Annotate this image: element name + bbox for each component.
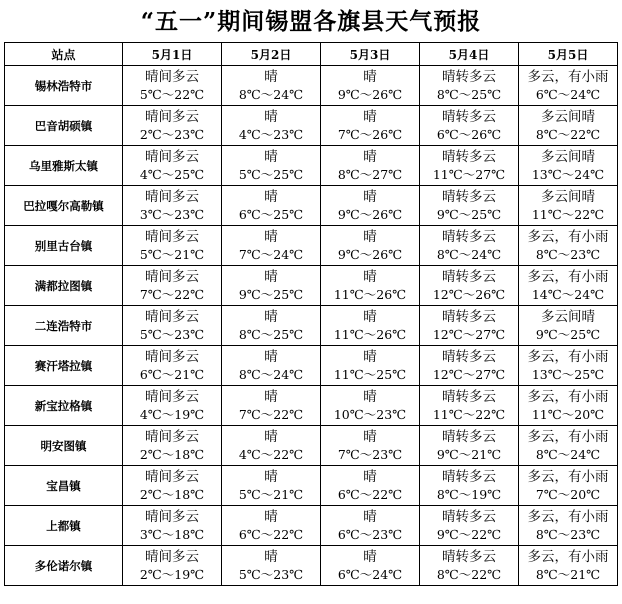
weather-condition: 多云间晴 xyxy=(541,189,595,205)
temperature-range: 10℃～23℃ xyxy=(333,407,407,422)
weather-condition: 晴间多云 xyxy=(145,509,199,525)
weather-condition: 晴 xyxy=(264,389,278,405)
station-name: 宝昌镇 xyxy=(5,466,123,506)
weather-condition: 多云，有小雨 xyxy=(527,69,609,85)
temperature-range: 7℃～22℃ xyxy=(139,287,205,302)
forecast-cell xyxy=(222,506,321,546)
weather-condition: 多云，有小雨 xyxy=(527,229,609,245)
forecast-cell xyxy=(519,506,618,546)
weather-condition: 晴 xyxy=(264,229,278,245)
weather-condition: 晴间多云 xyxy=(145,69,199,85)
forecast-cell xyxy=(123,146,222,186)
header-day: 5月5日 xyxy=(519,43,618,66)
temperature-range: 2℃～23℃ xyxy=(139,127,205,142)
forecast-cell xyxy=(519,226,618,266)
weather-condition: 晴间多云 xyxy=(145,549,199,565)
temperature-range: 4℃～22℃ xyxy=(238,447,304,462)
temperature-range: 6℃～22℃ xyxy=(238,527,304,542)
temperature-range: 4℃～23℃ xyxy=(238,127,304,142)
forecast-cell xyxy=(123,386,222,426)
temperature-range: 11℃～27℃ xyxy=(432,167,506,182)
header-day: 5月2日 xyxy=(222,43,321,66)
weather-condition: 晴 xyxy=(363,269,377,285)
weather-condition: 多云，有小雨 xyxy=(527,549,609,565)
temperature-range: 6℃～24℃ xyxy=(337,567,403,582)
temperature-range: 8℃～25℃ xyxy=(436,87,502,102)
forecast-cell xyxy=(123,346,222,386)
station-name: 别里古台镇 xyxy=(5,226,123,266)
forecast-cell xyxy=(222,546,321,586)
forecast-cell xyxy=(519,426,618,466)
forecast-cell xyxy=(321,506,420,546)
forecast-cell xyxy=(420,66,519,106)
temperature-range: 8℃～21℃ xyxy=(535,567,601,582)
forecast-cell xyxy=(123,466,222,506)
forecast-cell xyxy=(222,426,321,466)
temperature-range: 7℃～22℃ xyxy=(238,407,304,422)
forecast-cell xyxy=(123,106,222,146)
temperature-range: 5℃～21℃ xyxy=(139,247,205,262)
table-row xyxy=(5,506,618,546)
temperature-range: 9℃～22℃ xyxy=(436,527,502,542)
table-row xyxy=(5,306,618,346)
station-name: 满都拉图镇 xyxy=(5,266,123,306)
weather-condition: 多云，有小雨 xyxy=(527,389,609,405)
weather-condition: 多云间晴 xyxy=(541,149,595,165)
forecast-cell xyxy=(519,186,618,226)
station-name: 上都镇 xyxy=(5,506,123,546)
weather-condition: 晴 xyxy=(363,469,377,485)
weather-condition: 晴 xyxy=(363,149,377,165)
weather-condition: 晴 xyxy=(264,349,278,365)
table-row xyxy=(5,346,618,386)
forecast-cell xyxy=(321,386,420,426)
temperature-range: 8℃～25℃ xyxy=(238,327,304,342)
weather-condition: 晴 xyxy=(264,509,278,525)
weather-condition: 晴 xyxy=(264,469,278,485)
station-name: 巴拉嘎尔高勒镇 xyxy=(5,186,123,226)
temperature-range: 6℃～21℃ xyxy=(139,367,205,382)
temperature-range: 9℃～21℃ xyxy=(436,447,502,462)
forecast-cell xyxy=(420,266,519,306)
forecast-cell xyxy=(321,266,420,306)
forecast-cell xyxy=(222,306,321,346)
temperature-range: 8℃～24℃ xyxy=(238,367,304,382)
temperature-range: 5℃～22℃ xyxy=(139,87,205,102)
temperature-range: 9℃～25℃ xyxy=(238,287,304,302)
forecast-cell xyxy=(123,426,222,466)
table-row xyxy=(5,426,618,466)
forecast-cell xyxy=(420,186,519,226)
table-row xyxy=(5,66,618,106)
forecast-cell xyxy=(222,266,321,306)
weather-condition: 多云，有小雨 xyxy=(527,349,609,365)
weather-condition: 晴转多云 xyxy=(442,509,496,525)
temperature-range: 7℃～24℃ xyxy=(238,247,304,262)
temperature-range: 9℃～26℃ xyxy=(337,87,403,102)
weather-condition: 晴间多云 xyxy=(145,349,199,365)
temperature-range: 2℃～18℃ xyxy=(139,487,205,502)
temperature-range: 6℃～25℃ xyxy=(238,207,304,222)
forecast-cell xyxy=(123,546,222,586)
forecast-cell xyxy=(519,466,618,506)
header-station: 站点 xyxy=(5,43,123,66)
temperature-range: 8℃～19℃ xyxy=(436,487,502,502)
forecast-cell xyxy=(123,306,222,346)
forecast-cell xyxy=(321,306,420,346)
station-name: 二连浩特市 xyxy=(5,306,123,346)
weather-condition: 晴 xyxy=(363,389,377,405)
weather-condition: 晴 xyxy=(264,429,278,445)
temperature-range: 12℃～27℃ xyxy=(432,367,506,382)
forecast-cell xyxy=(222,186,321,226)
forecast-cell xyxy=(519,346,618,386)
weather-condition: 晴间多云 xyxy=(145,429,199,445)
temperature-range: 3℃～23℃ xyxy=(139,207,205,222)
forecast-cell xyxy=(222,466,321,506)
weather-condition: 晴 xyxy=(264,189,278,205)
forecast-cell xyxy=(222,226,321,266)
weather-condition: 晴转多云 xyxy=(442,549,496,565)
forecast-cell xyxy=(420,546,519,586)
temperature-range: 4℃～19℃ xyxy=(139,407,205,422)
weather-condition: 晴 xyxy=(363,189,377,205)
forecast-cell xyxy=(321,466,420,506)
forecast-cell xyxy=(420,346,519,386)
temperature-range: 4℃～25℃ xyxy=(139,167,205,182)
weather-condition: 多云间晴 xyxy=(541,109,595,125)
temperature-range: 8℃～23℃ xyxy=(535,247,601,262)
forecast-cell xyxy=(321,426,420,466)
header-day: 5月1日 xyxy=(123,43,222,66)
table-row xyxy=(5,466,618,506)
table-row xyxy=(5,106,618,146)
header-day: 5月3日 xyxy=(321,43,420,66)
temperature-range: 12℃～27℃ xyxy=(432,327,506,342)
forecast-cell xyxy=(222,386,321,426)
weather-condition: 多云，有小雨 xyxy=(527,469,609,485)
temperature-range: 5℃～23℃ xyxy=(238,567,304,582)
forecast-cell xyxy=(321,226,420,266)
temperature-range: 8℃～24℃ xyxy=(535,447,601,462)
weather-condition: 晴 xyxy=(363,549,377,565)
page-title: “五一”期间锡盟各旗县天气预报 xyxy=(140,8,482,35)
weather-condition: 晴 xyxy=(363,429,377,445)
forecast-cell xyxy=(123,186,222,226)
weather-condition: 晴转多云 xyxy=(442,229,496,245)
temperature-range: 7℃～26℃ xyxy=(337,127,403,142)
forecast-cell xyxy=(123,66,222,106)
forecast-table xyxy=(4,42,618,586)
weather-condition: 晴 xyxy=(264,109,278,125)
temperature-range: 11℃～22℃ xyxy=(531,207,605,222)
weather-condition: 晴转多云 xyxy=(442,189,496,205)
weather-condition: 晴 xyxy=(363,349,377,365)
station-name: 乌里雅斯太镇 xyxy=(5,146,123,186)
forecast-cell xyxy=(420,506,519,546)
weather-condition: 晴 xyxy=(363,509,377,525)
forecast-cell xyxy=(321,546,420,586)
weather-condition: 晴转多云 xyxy=(442,349,496,365)
weather-condition: 晴转多云 xyxy=(442,389,496,405)
weather-condition: 晴转多云 xyxy=(442,269,496,285)
temperature-range: 9℃～25℃ xyxy=(436,207,502,222)
table-row xyxy=(5,146,618,186)
forecast-cell xyxy=(420,146,519,186)
forecast-cell xyxy=(321,106,420,146)
temperature-range: 5℃～23℃ xyxy=(139,327,205,342)
temperature-range: 2℃～18℃ xyxy=(139,447,205,462)
forecast-cell xyxy=(519,106,618,146)
weather-condition: 晴间多云 xyxy=(145,309,199,325)
weather-condition: 多云，有小雨 xyxy=(527,509,609,525)
forecast-cell xyxy=(123,226,222,266)
table-row xyxy=(5,386,618,426)
table-row xyxy=(5,226,618,266)
weather-condition: 晴间多云 xyxy=(145,269,199,285)
forecast-cell xyxy=(519,66,618,106)
weather-condition: 晴转多云 xyxy=(442,69,496,85)
forecast-cell xyxy=(123,506,222,546)
temperature-range: 8℃～27℃ xyxy=(337,167,403,182)
weather-condition: 晴间多云 xyxy=(145,109,199,125)
table-row xyxy=(5,186,618,226)
forecast-cell xyxy=(123,266,222,306)
temperature-range: 12℃～26℃ xyxy=(432,287,506,302)
temperature-range: 14℃～24℃ xyxy=(531,287,605,302)
forecast-cell xyxy=(222,66,321,106)
weather-condition: 晴转多云 xyxy=(442,469,496,485)
temperature-range: 8℃～22℃ xyxy=(436,567,502,582)
temperature-range: 8℃～24℃ xyxy=(238,87,304,102)
forecast-cell xyxy=(420,386,519,426)
temperature-range: 7℃～23℃ xyxy=(337,447,403,462)
temperature-range: 8℃～22℃ xyxy=(535,127,601,142)
weather-condition: 晴 xyxy=(264,309,278,325)
temperature-range: 11℃～20℃ xyxy=(531,407,605,422)
forecast-cell xyxy=(420,306,519,346)
forecast-cell xyxy=(519,266,618,306)
forecast-cell xyxy=(519,306,618,346)
forecast-cell xyxy=(420,466,519,506)
station-name: 锡林浩特市 xyxy=(5,66,123,106)
temperature-range: 9℃～25℃ xyxy=(535,327,601,342)
weather-condition: 晴间多云 xyxy=(145,149,199,165)
weather-condition: 晴间多云 xyxy=(145,469,199,485)
weather-condition: 多云，有小雨 xyxy=(527,429,609,445)
weather-condition: 晴转多云 xyxy=(442,309,496,325)
header-row xyxy=(5,43,618,66)
temperature-range: 6℃～24℃ xyxy=(535,87,601,102)
forecast-cell xyxy=(321,186,420,226)
station-name: 巴音胡硕镇 xyxy=(5,106,123,146)
station-name: 新宝拉格镇 xyxy=(5,386,123,426)
forecast-cell xyxy=(420,426,519,466)
weather-condition: 晴 xyxy=(264,149,278,165)
temperature-range: 11℃～22℃ xyxy=(432,407,506,422)
temperature-range: 5℃～25℃ xyxy=(238,167,304,182)
weather-condition: 晴 xyxy=(363,69,377,85)
forecast-cell xyxy=(519,386,618,426)
header-day: 5月4日 xyxy=(420,43,519,66)
temperature-range: 9℃～26℃ xyxy=(337,247,403,262)
weather-condition: 晴 xyxy=(264,549,278,565)
temperature-range: 2℃～19℃ xyxy=(139,567,205,582)
weather-condition: 晴间多云 xyxy=(145,189,199,205)
weather-condition: 晴转多云 xyxy=(442,149,496,165)
weather-condition: 晴 xyxy=(264,269,278,285)
table-row xyxy=(5,266,618,306)
weather-condition: 晴间多云 xyxy=(145,389,199,405)
weather-condition: 晴 xyxy=(363,109,377,125)
temperature-range: 6℃～22℃ xyxy=(337,487,403,502)
temperature-range: 7℃～20℃ xyxy=(535,487,601,502)
temperature-range: 3℃～18℃ xyxy=(139,527,205,542)
forecast-cell xyxy=(519,546,618,586)
forecast-cell xyxy=(222,106,321,146)
weather-condition: 晴间多云 xyxy=(145,229,199,245)
forecast-cell xyxy=(321,66,420,106)
temperature-range: 13℃～24℃ xyxy=(531,167,605,182)
weather-condition: 多云间晴 xyxy=(541,309,595,325)
forecast-cell xyxy=(420,106,519,146)
forecast-cell xyxy=(420,226,519,266)
temperature-range: 5℃～21℃ xyxy=(238,487,304,502)
forecast-cell xyxy=(222,146,321,186)
station-name: 明安图镇 xyxy=(5,426,123,466)
weather-condition: 晴转多云 xyxy=(442,429,496,445)
temperature-range: 13℃～25℃ xyxy=(531,367,605,382)
weather-condition: 晴 xyxy=(363,229,377,245)
forecast-cell xyxy=(321,346,420,386)
temperature-range: 8℃～24℃ xyxy=(436,247,502,262)
weather-condition: 晴 xyxy=(264,69,278,85)
temperature-range: 9℃～26℃ xyxy=(337,207,403,222)
station-name: 多伦诺尔镇 xyxy=(5,546,123,586)
temperature-range: 6℃～23℃ xyxy=(337,527,403,542)
weather-condition: 晴转多云 xyxy=(442,109,496,125)
weather-condition: 多云，有小雨 xyxy=(527,269,609,285)
table-row xyxy=(5,546,618,586)
forecast-cell xyxy=(222,346,321,386)
temperature-range: 8℃～23℃ xyxy=(535,527,601,542)
forecast-cell xyxy=(519,146,618,186)
temperature-range: 11℃～26℃ xyxy=(333,327,407,342)
station-name: 赛汗塔拉镇 xyxy=(5,346,123,386)
table-body xyxy=(5,66,618,586)
temperature-range: 6℃～26℃ xyxy=(436,127,502,142)
temperature-range: 11℃～25℃ xyxy=(333,367,407,382)
weather-condition: 晴 xyxy=(363,309,377,325)
forecast-cell xyxy=(321,146,420,186)
temperature-range: 11℃～26℃ xyxy=(333,287,407,302)
